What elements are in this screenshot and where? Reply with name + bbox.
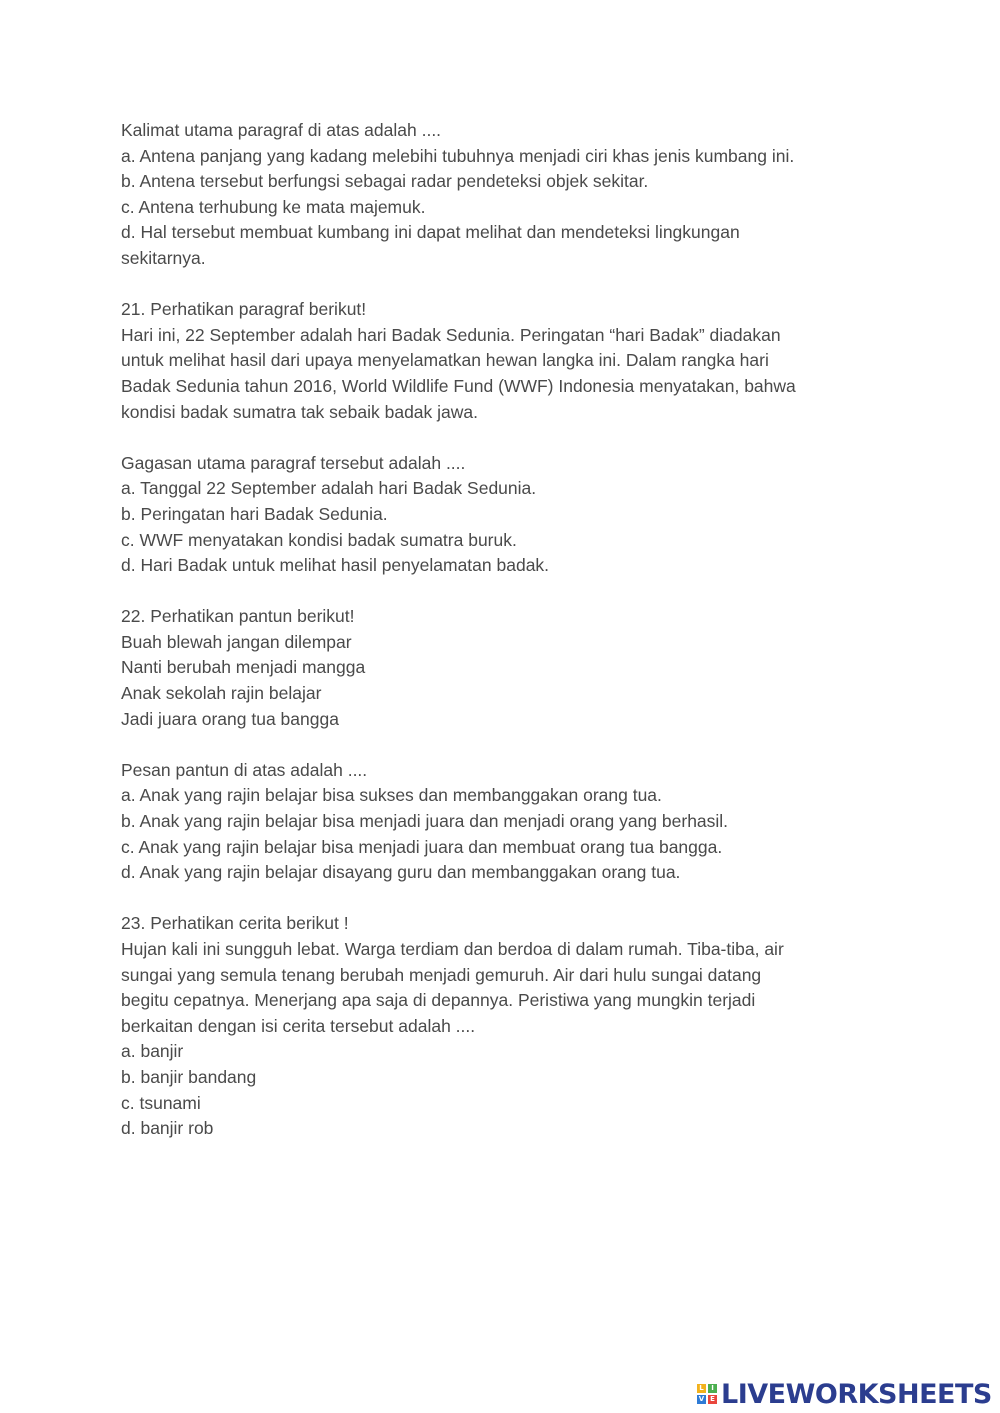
q22-pantun-line: Nanti berubah menjadi mangga: [121, 657, 366, 678]
liveworksheets-logo-text: LIVEWORKSHEETS: [721, 1378, 992, 1410]
q23-passage-line: berkaitan dengan isi cerita tersebut adalah ....: [121, 1015, 476, 1036]
q22-option-a: a. Anak yang rajin belajar bisa sukses dan membanggakan orang tua.: [121, 785, 662, 806]
q22-option-c: c. Anak yang rajin belajar bisa menjadi juara dan membuat orang tua bangga.: [121, 836, 723, 857]
q21-passage-line: kondisi badak sumatra tak sebaik badak jawa.: [121, 401, 479, 422]
q22-stem: Pesan pantun di atas adalah ....: [121, 759, 368, 780]
q21-heading: 21. Perhatikan paragraf berikut!: [121, 299, 367, 320]
q21-option-d: d. Hari Badak untuk melihat hasil penyelamatan badak.: [121, 555, 550, 576]
q23-passage-line: begitu cepatnya. Menerjang apa saja di depannya. Peristiwa yang mungkin terjadi: [121, 990, 756, 1011]
q22-pantun-line: Jadi juara orang tua bangga: [121, 708, 339, 729]
q23-passage-line: Hujan kali ini sungguh lebat. Warga terdiam dan berdoa di dalam rumah. Tiba-tiba, air: [121, 939, 784, 959]
q20-option-d-cont: sekitarnya.: [121, 247, 206, 268]
q23-heading: 23. Perhatikan cerita berikut !: [121, 913, 349, 934]
q20-option-d: d. Hal tersebut membuat kumbang ini dapat melihat dan mendeteksi lingkungan: [121, 222, 740, 243]
q20-stem: Kalimat utama paragraf di atas adalah ....: [121, 120, 442, 140]
q21-passage-line: Hari ini, 22 September adalah hari Badak Sedunia. Peringatan “hari Badak” diadakan: [121, 324, 781, 345]
q23-passage-line: sungai yang semula tenang berubah menjadi gemuruh. Air dari hulu sungai datang: [121, 964, 762, 985]
q21-option-c: c. WWF menyatakan kondisi badak sumatra buruk.: [121, 529, 517, 550]
q20-option-a: a. Antena panjang yang kadang melebihi tubuhnya menjadi ciri khas jenis kumbang ini.: [121, 145, 795, 166]
q22-option-b: b. Anak yang rajin belajar bisa menjadi juara dan menjadi orang yang berhasil.: [121, 811, 729, 832]
q21-option-a: a. Tanggal 22 September adalah hari Badak Sedunia.: [121, 478, 537, 499]
q23-option-d: d. banjir rob: [121, 1118, 214, 1139]
worksheet-page: [121, 118, 921, 1142]
q22-option-d: d. Anak yang rajin belajar disayang guru dan membanggakan orang tua.: [121, 862, 681, 883]
q20-option-c: c. Antena terhubung ke mata majemuk.: [121, 196, 426, 217]
q22-pantun-line: Buah blewah jangan dilempar: [121, 631, 352, 652]
q22-pantun-line: Anak sekolah rajin belajar: [121, 683, 322, 704]
q22-heading: 22. Perhatikan pantun berikut!: [121, 606, 355, 627]
q21-stem: Gagasan utama paragraf tersebut adalah ....: [121, 452, 466, 473]
q21-passage-line: Badak Sedunia tahun 2016, World Wildlife Fund (WWF) Indonesia menyatakan, bahwa: [121, 375, 796, 396]
liveworksheets-logo-icon: L I V E: [697, 1384, 717, 1404]
q23-option-b: b. banjir bandang: [121, 1066, 257, 1087]
q23-option-c: c. tsunami: [121, 1092, 201, 1113]
q21-passage-line: untuk melihat hasil dari upaya menyelamatkan hewan langka ini. Dalam rangka hari: [121, 350, 769, 371]
q20-option-b: b. Antena tersebut berfungsi sebagai radar pendeteksi objek sekitar.: [121, 171, 649, 192]
liveworksheets-logo[interactable]: [697, 1378, 992, 1410]
q23-option-a: a. banjir: [121, 1041, 184, 1062]
q21-option-b: b. Peringatan hari Badak Sedunia.: [121, 503, 388, 524]
